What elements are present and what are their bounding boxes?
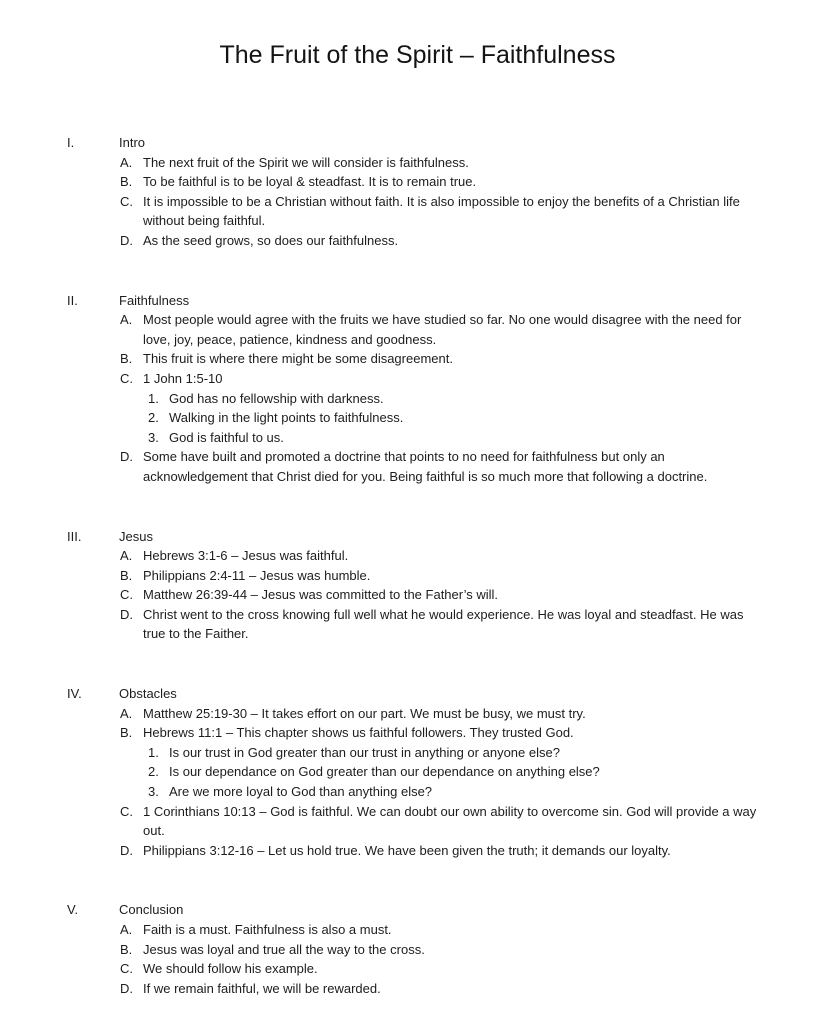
item-body — [143, 566, 768, 586]
outline-item — [120, 723, 768, 801]
outline-subitem — [148, 408, 768, 428]
section-numeral: V. — [67, 902, 79, 918]
item-label: A. — [120, 154, 133, 170]
item-text: We should follow his example. — [143, 961, 318, 977]
subitem-label: 1. — [148, 390, 159, 406]
section-header — [67, 527, 768, 547]
section-items — [67, 920, 768, 998]
item-label: D. — [120, 606, 133, 622]
outline-item — [120, 566, 768, 586]
outline-item — [120, 920, 768, 940]
item-label: D. — [120, 449, 133, 465]
section-header — [67, 900, 768, 920]
outline-item — [120, 802, 768, 841]
item-label: A. — [120, 312, 133, 328]
item-body — [143, 585, 768, 605]
item-text: If we remain faithful, we will be rewarded. — [143, 980, 381, 996]
item-label: C. — [120, 370, 133, 386]
section-heading: Faithfulness — [119, 292, 190, 308]
item-body — [143, 153, 768, 173]
section-heading: Intro — [119, 135, 146, 150]
subitem-label: 2. — [148, 410, 159, 426]
item-label: A. — [120, 922, 133, 937]
subitem-label: 1. — [148, 744, 159, 760]
item-label: B. — [120, 725, 133, 741]
item-body — [143, 310, 768, 349]
item-body — [143, 920, 768, 940]
section-header — [67, 133, 768, 153]
item-subitems — [143, 389, 768, 448]
item-text: Hebrews 3:1-6 – Jesus was faithful. — [143, 548, 349, 564]
outline-subitem — [148, 428, 768, 448]
item-text: Some have built and promoted a doctrine that points to no need for faithfulness but only an acknowledgement that Christ died for you. Being faithful is so much more that following a doctrine. — [143, 449, 708, 484]
outline-item — [120, 349, 768, 369]
outline-section — [67, 684, 768, 860]
section-header — [67, 684, 768, 704]
item-label: B. — [120, 351, 133, 367]
section-header — [67, 291, 768, 311]
item-body — [143, 369, 768, 447]
outline-section — [67, 527, 768, 645]
section-numeral: I. — [67, 135, 75, 150]
item-text: To be faithful is to be loyal & steadfast. It is to remain true. — [143, 174, 477, 190]
section-heading: Jesus — [119, 528, 153, 544]
section-items — [67, 546, 768, 644]
section-numeral: III. — [67, 528, 82, 544]
outline-item — [120, 979, 768, 999]
outline-item — [120, 192, 768, 231]
item-text: Christ went to the cross knowing full well what he would experience. He was loyal and steadfast. He was true to the Faither. — [143, 606, 744, 642]
section-heading: Obstacles — [119, 686, 177, 702]
outline-section — [67, 291, 768, 487]
item-text: The next fruit of the Spirit we will consider is faithfulness. — [143, 154, 469, 170]
outline-subitem — [148, 389, 768, 409]
item-text: Most people would agree with the fruits we have studied so far. No one would disagree with the need for love, joy, peace, patience, kindness and goodness. — [143, 312, 742, 347]
item-body — [143, 979, 768, 999]
outline-item — [120, 546, 768, 566]
item-body — [143, 723, 768, 801]
outline-item — [120, 841, 768, 861]
item-body — [143, 447, 768, 486]
item-text: As the seed grows, so does our faithfulness. — [143, 232, 399, 248]
item-text: It is impossible to be a Christian without faith. It is also impossible to enjoy the benefits of a Christian life without being faithful. — [143, 193, 740, 229]
item-label: D. — [120, 842, 133, 858]
outline-item — [120, 231, 768, 251]
outline-subitem — [148, 782, 768, 802]
subitem-text: God has no fellowship with darkness. — [169, 390, 384, 406]
item-text: 1 John 1:5-10 — [143, 370, 223, 386]
item-body — [143, 349, 768, 369]
item-text: This fruit is where there might be some disagreement. — [143, 351, 453, 367]
item-body — [143, 546, 768, 566]
item-body — [143, 959, 768, 979]
item-text: Faith is a must. Faithfulness is also a must. — [143, 922, 392, 937]
item-text: Hebrews 11:1 – This chapter shows us faithful followers. They trusted God. — [143, 725, 574, 741]
item-text: Matthew 25:19-30 – It takes effort on our part. We must be busy, we must try. — [143, 705, 586, 721]
section-items — [67, 310, 768, 486]
subitem-label: 2. — [148, 764, 159, 780]
subitem-text: God is faithful to us. — [169, 429, 284, 445]
item-body — [143, 231, 768, 251]
item-label: D. — [120, 232, 133, 248]
outline-item — [120, 585, 768, 605]
item-body — [143, 940, 768, 960]
item-label: C. — [120, 587, 133, 603]
subitem-text: Is our trust in God greater than our trust in anything or anyone else? — [169, 744, 560, 760]
item-body — [143, 172, 768, 192]
item-body — [143, 605, 768, 644]
outline-item — [120, 172, 768, 192]
item-label: A. — [120, 705, 133, 721]
item-text: Philippians 2:4-11 – Jesus was humble. — [143, 567, 371, 583]
subitem-label: 3. — [148, 429, 159, 445]
item-label: B. — [120, 174, 133, 190]
item-label: B. — [120, 941, 133, 957]
outline-item — [120, 310, 768, 349]
document-title: The Fruit of the Spirit – Faithfulness — [219, 41, 616, 69]
outline-item — [120, 704, 768, 724]
section-items — [67, 704, 768, 861]
item-text: 1 Corinthians 10:13 – God is faithful. We can doubt our own ability to overcome sin. God will provide a way out. — [143, 803, 757, 839]
outline-subitem — [148, 743, 768, 763]
subitem-label: 3. — [148, 784, 159, 800]
item-label: C. — [120, 803, 133, 819]
item-body — [143, 192, 768, 231]
outline-item — [120, 959, 768, 979]
outline-item — [120, 447, 768, 486]
item-subitems — [143, 743, 768, 802]
item-body — [143, 841, 768, 861]
item-label: C. — [120, 193, 133, 209]
outline-subitem — [148, 762, 768, 782]
outline-item — [120, 153, 768, 173]
outline-item — [120, 605, 768, 644]
outline — [67, 133, 768, 998]
item-text: Matthew 26:39-44 – Jesus was committed to the Father’s will. — [143, 587, 499, 603]
item-body — [143, 802, 768, 841]
section-numeral: IV. — [67, 686, 82, 702]
outline-item — [120, 940, 768, 960]
section-items — [67, 153, 768, 251]
outline-item — [120, 369, 768, 447]
item-label: C. — [120, 961, 133, 977]
subitem-text: Walking in the light points to faithfulness. — [169, 410, 404, 426]
item-body — [143, 704, 768, 724]
item-label: D. — [120, 980, 133, 996]
subitem-text: Is our dependance on God greater than our dependance on anything else? — [169, 764, 600, 780]
outline-section — [67, 133, 768, 251]
item-label: A. — [120, 548, 133, 564]
section-numeral: II. — [67, 292, 78, 308]
item-text: Jesus was loyal and true all the way to the cross. — [143, 941, 425, 957]
subitem-text: Are we more loyal to God than anything else? — [169, 784, 433, 800]
item-text: Philippians 3:12-16 – Let us hold true. We have been given the truth; it demands our loyalty. — [143, 842, 671, 858]
item-label: B. — [120, 567, 133, 583]
outline-section — [67, 900, 768, 998]
section-heading: Conclusion — [119, 902, 184, 918]
